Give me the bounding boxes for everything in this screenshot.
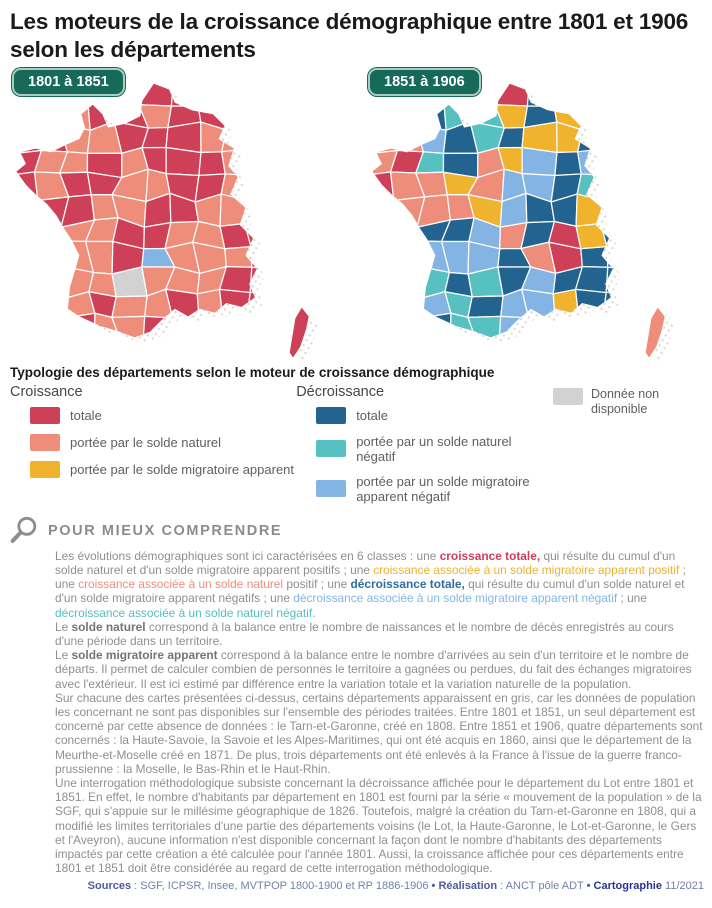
text-segment: solde naturel	[71, 619, 146, 634]
department-cell	[36, 217, 62, 246]
department-cell	[468, 296, 503, 317]
explainer-paragraph	[55, 620, 704, 648]
choropleth-map-1801-1851	[2, 78, 338, 366]
department-cell	[605, 127, 630, 148]
department-cell	[249, 127, 274, 148]
department-cell	[368, 266, 389, 299]
explainer-paragraph	[55, 648, 704, 691]
text-segment: croissance associée à un solde naturel	[78, 577, 284, 592]
department-cell	[391, 343, 424, 364]
department-cell	[196, 320, 226, 345]
department-cell	[579, 316, 605, 345]
legend-swatch	[316, 480, 346, 497]
legend-item	[30, 434, 296, 451]
department-cell	[166, 147, 201, 175]
text-segment: croissance totale,	[439, 548, 541, 563]
department-cell	[274, 290, 301, 318]
text-segment: ; une	[617, 591, 647, 606]
explainer-paragraph	[55, 776, 704, 875]
text-segment: : SGF, ICPSR, Insee, MVTPOP 1800-1900 et RP 1886-1906	[131, 880, 432, 893]
text-segment: solde migratoire apparent	[71, 648, 218, 663]
department-cell	[8, 337, 38, 365]
department-cell	[275, 78, 302, 104]
department-cell	[273, 217, 301, 245]
department-cell	[608, 170, 636, 201]
department-cell	[249, 100, 278, 128]
department-cell	[554, 78, 580, 106]
department-cell	[393, 124, 424, 152]
legend-item-label: portée par un solde migratoire apparent négatif	[356, 473, 530, 504]
department-cell	[299, 178, 329, 203]
department-cell	[582, 340, 609, 365]
text-segment: correspond à la balance entre le nombre d'arrivées au sein d'un territoire et le nombre de départs. Il permet de calculer combien de personnes le territoire a gagnées ou perdues, du fait des échanges migratoires avec l'extérieur. Il est ici estimé par différence entre la variation totale et la variation naturelle de la population.	[55, 648, 692, 691]
department-cell	[603, 316, 633, 342]
legend-group-label: Décroissance	[296, 383, 385, 400]
legend-swatch	[316, 440, 346, 457]
text-segment: Réalisation	[438, 880, 498, 893]
department-cell	[196, 345, 227, 366]
choropleth-map-1851-1906	[358, 78, 694, 366]
text-segment: décroissance associée à un solde migratoire apparent négatif	[293, 591, 618, 606]
text-segment: croissance associée à un solde migratoire apparent positif	[373, 562, 680, 577]
department-cell	[555, 152, 581, 176]
department-cell	[474, 342, 499, 366]
explainer-paragraphs	[55, 549, 704, 876]
text-segment: 11/2021	[661, 880, 704, 893]
department-cell	[12, 242, 36, 270]
department-cell	[388, 241, 417, 266]
department-cell	[253, 79, 278, 101]
department-cell	[112, 296, 147, 317]
department-cell	[299, 217, 328, 246]
legend-swatch	[30, 461, 60, 478]
text-segment: Cartographie	[593, 880, 662, 893]
department-cell	[169, 339, 196, 366]
text-segment: correspond à la balance entre le nombre de naissances et le nombre de décès enregistrés au cours d'une période dans un territoire.	[55, 619, 674, 648]
department-cell	[32, 241, 61, 266]
legend-item-label: portée par le solde naturel	[70, 434, 222, 450]
legend	[10, 365, 700, 509]
legend-item-label: portée par un solde naturel négatif	[356, 433, 512, 464]
text-segment: Le	[55, 648, 72, 663]
department-cell	[655, 148, 682, 179]
department-cell	[630, 290, 657, 318]
maps-row	[0, 68, 712, 363]
department-cell	[362, 196, 397, 218]
department-cell	[199, 152, 225, 176]
explainer-paragraph	[55, 549, 704, 620]
department-cell	[388, 266, 424, 297]
legend-item	[30, 407, 296, 424]
department-cell	[276, 201, 307, 224]
text-segment: décroissance associée à un solde naturel négatif.	[55, 605, 316, 620]
department-cell	[302, 100, 327, 129]
department-cell	[655, 217, 684, 246]
department-cell	[62, 313, 95, 344]
department-cell	[391, 318, 422, 345]
department-cell	[32, 266, 68, 297]
department-cell	[247, 316, 277, 342]
department-cell	[633, 170, 664, 203]
department-cell	[252, 170, 280, 201]
department-cell	[578, 78, 610, 101]
department-cell	[552, 320, 582, 345]
department-cell	[299, 244, 330, 271]
legend-item	[316, 434, 553, 464]
department-cell	[66, 343, 94, 365]
legend-item-label: portée par le solde migratoire apparent	[70, 461, 295, 477]
department-cell	[525, 339, 552, 366]
department-cell	[35, 343, 68, 364]
map-column-1851-1906	[356, 68, 712, 363]
department-cell	[33, 290, 68, 318]
legend-group-label: Croissance	[10, 383, 83, 400]
department-cell	[12, 266, 33, 299]
department-cell	[224, 98, 253, 130]
period-badge-1851-1906: 1851 à 1906	[368, 68, 481, 96]
department-cell	[37, 124, 68, 152]
department-cell	[7, 313, 37, 346]
department-cell	[422, 343, 450, 365]
period-badge-1801-1851: 1801 à 1851	[12, 68, 125, 96]
legend-item	[316, 474, 553, 504]
department-cell	[418, 313, 451, 344]
text-segment: qui résulte du cumul d'un solde naturel et d'un solde migratoire apparent négatifs ; une	[55, 577, 685, 606]
department-cell	[226, 340, 253, 365]
department-cell	[629, 217, 657, 245]
department-cell	[59, 97, 90, 130]
department-cell	[522, 147, 557, 175]
department-cell	[198, 78, 224, 106]
text-segment: •	[431, 880, 436, 893]
department-cell	[366, 102, 396, 130]
text-segment: Sur chacune des cartes présentées ci-dessus, certains départements apparaissent en gris, car les données de population les concernant ne sont pas disponibles sur l'ensemble des périodes traitées. Entre 1801 et 1851, un seul département est concerné par cette absence de données : le Tarn-et-Garonne, créé en 1808. Entre 1851 et 1906, quatre départements sont concernés : la Haute-Savoie, la Savoie et les Alpes-Maritimes, qui ont été acquis en 1860, ainsi que le département de la Meurthe-et-Moselle créé en 1871. De plus, trois départements ont été enlevés à la France à l'issue de la guerre franco-prussienne : la Moselle, le Bas-Rhin et le Haut-Rhin.	[55, 690, 703, 776]
department-cell	[10, 102, 40, 130]
department-cell	[632, 201, 663, 224]
footer-credits	[0, 880, 704, 892]
department-cell	[35, 318, 66, 345]
text-segment: qui résulte du cumul d'un solde naturel et d'un solde migratoire apparent positifs ; une	[55, 548, 676, 577]
legend-item-label: totale	[70, 407, 102, 423]
department-cell	[118, 342, 143, 366]
page-title: Les moteurs de la croissance démographique entre 1801 et 1906 selon les départements	[10, 9, 689, 62]
department-cell	[6, 217, 41, 246]
department-cell	[389, 290, 424, 318]
legend-group-decroissance	[296, 384, 553, 509]
department-cell	[9, 172, 38, 201]
department-cell	[271, 148, 299, 178]
department-cell	[362, 217, 397, 246]
department-cell	[274, 100, 304, 129]
legend-swatch	[30, 407, 60, 424]
department-cell	[300, 78, 328, 104]
department-cell	[365, 172, 394, 201]
department-cell	[8, 122, 41, 154]
department-cell	[274, 269, 303, 297]
department-cell	[277, 170, 308, 203]
text-segment: : ANCT pôle ADT	[497, 880, 587, 893]
legend-title: Typologie des départements selon le moteur de croissance démographique	[10, 364, 495, 380]
department-cell	[392, 217, 418, 246]
text-segment: •	[586, 880, 591, 893]
department-cell	[656, 78, 684, 104]
text-segment: Le	[55, 619, 72, 634]
department-cell	[552, 345, 583, 366]
legend-item	[30, 461, 296, 478]
department-cell	[605, 100, 634, 128]
department-cell	[627, 127, 660, 147]
text-segment: ; une	[55, 562, 686, 592]
department-cell	[299, 126, 327, 152]
legend-item-label: totale	[356, 407, 388, 423]
department-cell	[363, 290, 393, 318]
department-cell	[609, 79, 634, 101]
department-cell	[299, 148, 326, 179]
department-cell	[250, 148, 277, 176]
department-cell	[222, 78, 254, 101]
department-cell	[655, 126, 683, 152]
department-cell	[364, 122, 397, 154]
department-cell	[91, 344, 122, 365]
explainer-paragraph	[55, 691, 704, 776]
department-cell	[249, 340, 277, 365]
department-cell	[605, 340, 633, 365]
department-cell	[301, 271, 332, 297]
no-data-label: Donnée non disponible	[590, 386, 660, 417]
legend-group-croissance	[10, 384, 296, 509]
legend-swatch	[316, 407, 346, 424]
department-cell	[6, 196, 41, 218]
text-segment: Une interrogation méthodologique subsiste concernant la décroissance affichée pour le département du Lot entre 1801 et 1851. En effet, le nombre d'habitants par département en 1801 est fourni par la série « mouvement de la population » de la SGF, qui s'appuie sur le millésime géographique de 1826. Toutefois, malgré la création du Tarn-et-Garonne en 1808, qui a modifié les limites territoriales d'une partie des départements voisins (le Lot, la Haute-Garonne, le Lot-et-Garonne, le Gers et l'Aveyron), aucune information n'est disponible concernant la façon dont le nombre d'habitants des départements impactés par cette création a été calculée pour l'année 1801. Aussi, la croissance affichée pour ces départements entre 1801 et 1851 doit être considérée au regard de cette interrogation méthodologique.	[55, 776, 702, 876]
department-cell	[657, 271, 688, 297]
explainer-heading: POUR MIEUX COMPRENDRE	[48, 522, 283, 539]
department-cell	[364, 337, 394, 365]
legend-no-data	[553, 387, 700, 509]
department-cell	[363, 313, 393, 346]
department-cell	[580, 98, 609, 130]
department-cell	[657, 195, 685, 222]
department-cell	[606, 148, 633, 176]
department-cell	[629, 244, 659, 271]
department-cell	[630, 100, 660, 129]
department-cell	[271, 127, 304, 147]
department-cell	[37, 100, 66, 130]
legend-swatch	[30, 434, 60, 451]
text-segment: positif ; une	[283, 577, 351, 592]
no-data-swatch	[553, 388, 583, 405]
explainer-header	[8, 515, 712, 547]
department-cell	[655, 244, 686, 271]
department-cell	[368, 242, 392, 270]
department-cell	[627, 148, 655, 178]
department-cell	[631, 78, 658, 104]
legend-item	[316, 407, 553, 424]
department-cell	[223, 316, 249, 345]
department-cell	[393, 100, 422, 130]
map-column-1801-1851	[0, 68, 356, 363]
department-cell	[139, 79, 174, 106]
department-cell	[658, 100, 683, 129]
department-cell	[273, 244, 303, 271]
magnifier-icon	[8, 515, 40, 547]
department-cell	[630, 269, 659, 297]
department-cell	[7, 290, 37, 318]
department-cell	[415, 97, 446, 130]
department-cell	[447, 344, 478, 365]
department-cell	[301, 195, 329, 222]
text-segment: Les évolutions démographiques sont ici caractérisées en 6 classes : une	[55, 548, 440, 563]
text-segment: décroissance totale,	[350, 577, 465, 592]
department-cell	[495, 79, 530, 106]
department-cell	[655, 178, 685, 203]
text-segment: Sources	[87, 880, 132, 893]
